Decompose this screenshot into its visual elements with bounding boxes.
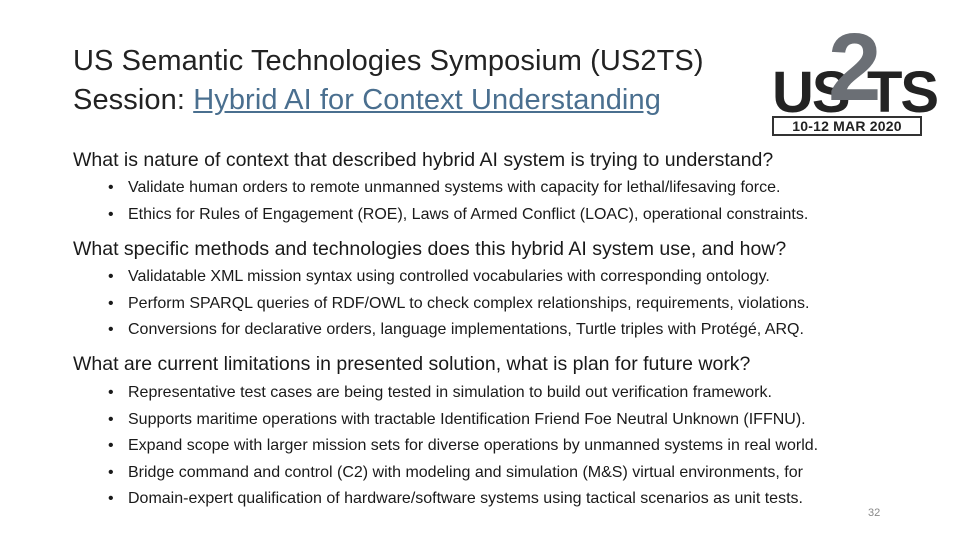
- logo-date: 10-12 MAR 2020: [792, 118, 902, 134]
- list-item: [108, 486, 818, 513]
- bullet-dot: •: [108, 321, 114, 338]
- logo-ts-text: TS: [867, 60, 938, 125]
- title-line-2: [73, 81, 763, 120]
- list-item: [108, 291, 809, 318]
- list-item: [108, 433, 818, 460]
- list-item: [108, 317, 809, 344]
- bullet-text: Representative test cases are being tested in simulation to build out verification framework.: [128, 384, 772, 401]
- bullet-dot: •: [108, 437, 114, 454]
- bullet-dot: •: [108, 410, 114, 428]
- list-item: [108, 175, 808, 202]
- session-link[interactable]: Hybrid AI for Context Understanding: [193, 84, 661, 116]
- bullet-dot: •: [108, 268, 114, 285]
- page-number: 32: [868, 507, 881, 519]
- logo-two-text: 2: [828, 14, 879, 121]
- bullet-text: Conversions for declarative orders, language implementations, Turtle triples with Protégé, ARQ.: [128, 321, 804, 338]
- logo-date-box: [772, 116, 922, 136]
- bullet-text: Validate human orders to remote unmanned systems with capacity for lethal/lifesaving force.: [128, 179, 781, 196]
- bullet-text: Domain-expert qualification of hardware/software systems using tactical scenarios as unit tests.: [128, 490, 803, 507]
- question-3: What are current limitations in presented solution, what is plan for future work?: [73, 353, 751, 375]
- bullet-dot: •: [108, 384, 114, 401]
- list-item: [108, 202, 808, 229]
- bullet-dot: •: [108, 179, 114, 196]
- bullet-list-3: [108, 380, 818, 513]
- bullet-text: Ethics for Rules of Engagement (ROE), Laws of Armed Conflict (LOAC), operational constraints.: [128, 205, 809, 223]
- bullet-list-1: [108, 175, 808, 228]
- question-2: What specific methods and technologies does this hybrid AI system use, and how?: [73, 238, 787, 260]
- bullet-text: Expand scope with larger mission sets for diverse operations by unmanned systems in real world.: [128, 437, 819, 454]
- title-session-prefix: Session:: [73, 84, 194, 116]
- list-item: [108, 460, 818, 487]
- bullet-text: Validatable XML mission syntax using controlled vocabularies with corresponding ontology.: [128, 268, 770, 285]
- question-1: What is nature of context that described hybrid AI system is trying to understand?: [73, 149, 774, 171]
- bullet-text: Bridge command and control (C2) with modeling and simulation (M&S) virtual environments, for: [128, 463, 803, 481]
- list-item: [108, 407, 818, 434]
- bullet-list-2: [108, 264, 809, 344]
- logo-us-text: US: [772, 60, 849, 125]
- title-line-1: US Semantic Technologies Symposium (US2TS): [73, 45, 704, 77]
- list-item: [108, 264, 809, 291]
- bullet-dot: •: [108, 294, 114, 312]
- list-item: [108, 380, 818, 407]
- bullet-dot: •: [108, 463, 114, 481]
- bullet-text: Perform SPARQL queries of RDF/OWL to check complex relationships, requirements, violations.: [128, 294, 810, 312]
- bullet-dot: •: [108, 205, 114, 223]
- us2ts-logo: [770, 14, 938, 140]
- slide-title: [73, 42, 763, 120]
- bullet-dot: •: [108, 490, 114, 507]
- bullet-text: Supports maritime operations with tractable Identification Friend Foe Neutral Unknown (IFFNU).: [128, 410, 806, 428]
